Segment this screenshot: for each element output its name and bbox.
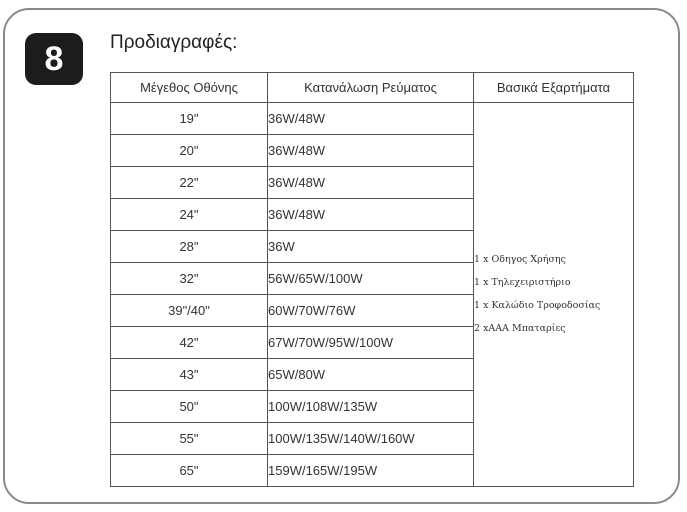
power-consumption-cell: 60W/70W/76W <box>268 295 474 327</box>
power-consumption-cell: 36W/48W <box>268 167 474 199</box>
component-item: 1 x Τηλεχειριστήριο <box>474 277 571 288</box>
header-screen-size: Μέγεθος Οθόνης <box>111 73 268 103</box>
power-consumption-cell: 36W/48W <box>268 199 474 231</box>
screen-size-cell: 50" <box>111 391 268 423</box>
screen-size-cell: 39"/40" <box>111 295 268 327</box>
screen-size-cell: 42" <box>111 327 268 359</box>
power-consumption-cell: 36W <box>268 231 474 263</box>
power-consumption-cell: 36W/48W <box>268 103 474 135</box>
specifications-table <box>110 72 634 487</box>
components-cell <box>474 103 634 487</box>
section-title: Προδιαγραφές: <box>110 32 238 53</box>
power-consumption-cell: 65W/80W <box>268 359 474 391</box>
power-consumption-cell: 100W/135W/140W/160W <box>268 423 474 455</box>
screen-size-cell: 32" <box>111 263 268 295</box>
component-item: 1 x Οδηγος Χρήσης <box>474 254 566 265</box>
component-item: 2 xAAA Μπαταρίες <box>474 323 566 334</box>
screen-size-cell: 24" <box>111 199 268 231</box>
power-consumption-cell: 56W/65W/100W <box>268 263 474 295</box>
header-basic-components: Βασικά Εξαρτήματα <box>474 73 634 103</box>
power-consumption-cell: 67W/70W/95W/100W <box>268 327 474 359</box>
screen-size-cell: 28" <box>111 231 268 263</box>
screen-size-cell: 19" <box>111 103 268 135</box>
screen-size-cell: 43" <box>111 359 268 391</box>
power-consumption-cell: 100W/108W/135W <box>268 391 474 423</box>
table-header-row <box>111 73 634 103</box>
power-consumption-cell: 159W/165W/195W <box>268 455 474 487</box>
power-consumption-cell: 36W/48W <box>268 135 474 167</box>
component-item: 1 x Καλώδιο Τροφοδοσίας <box>474 300 601 311</box>
step-number-badge: 8 <box>25 33 83 85</box>
table-row <box>111 103 634 135</box>
screen-size-cell: 65" <box>111 455 268 487</box>
screen-size-cell: 20" <box>111 135 268 167</box>
header-power-consumption: Κατανάλωση Ρεύματος <box>268 73 474 103</box>
screen-size-cell: 22" <box>111 167 268 199</box>
screen-size-cell: 55" <box>111 423 268 455</box>
